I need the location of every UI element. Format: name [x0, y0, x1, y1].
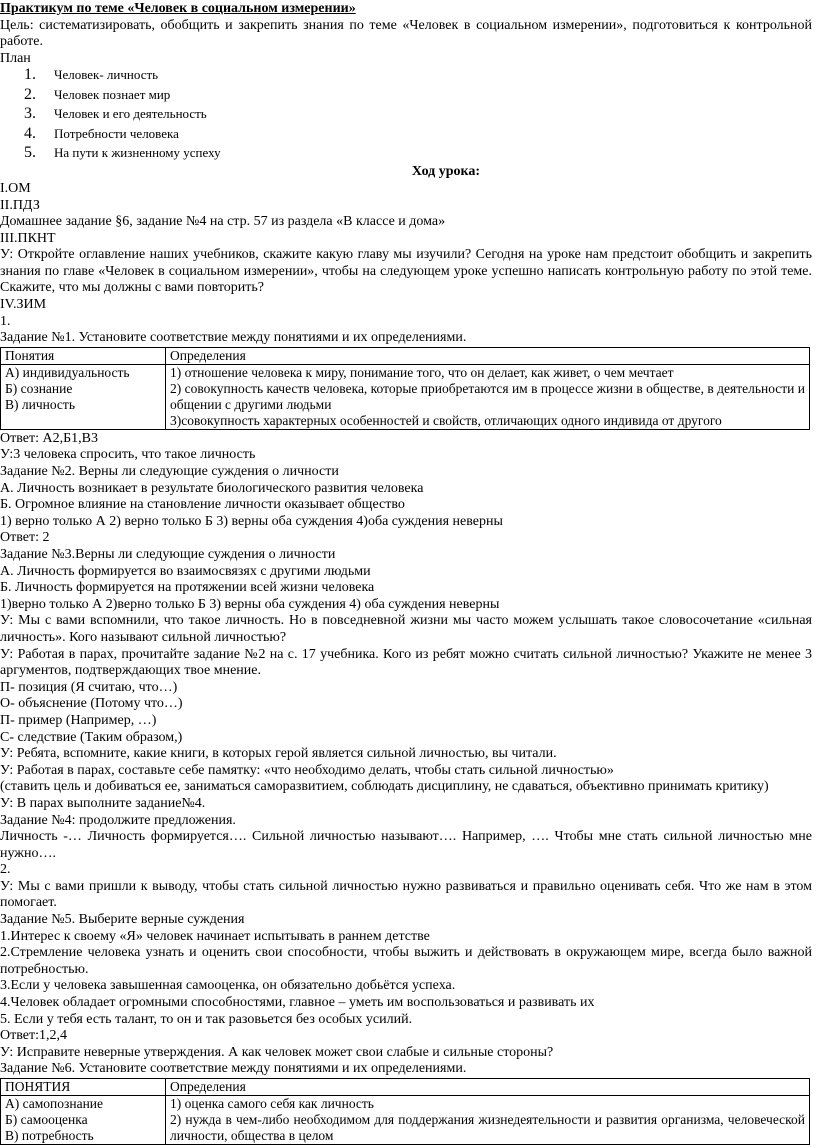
text-line: Б. Огромное влияние на становление личности оказывает общество [0, 497, 405, 513]
plan-item-text: Человек- личность [54, 67, 159, 83]
document-title: Практикум по теме «Человек в социальном измерении» [0, 1, 356, 16]
text-line: П- пример (Например, …) [0, 712, 157, 728]
definition-item: 2) нужда в чем-либо необходимом для поддержания жизнедеятельности и развития организма, человеческой личности, общества в целом [170, 1112, 805, 1144]
plan-item-text: Человек познает мир [54, 86, 171, 102]
text-line: IV.ЗИМ [0, 297, 47, 313]
table-header-cell: ПОНЯТИЯ [1, 1079, 166, 1096]
text-line: Задание №5. Выберите верные суждения [0, 912, 245, 928]
text-line: С- следствие (Таким образом,) [0, 729, 183, 745]
definition-item: 1) отношение человека к миру, понимание того, что он делает, как живет, о чем мечтает [170, 364, 674, 380]
text-line: (ставить цель и добиваться ее, заниматься саморазвитием, соблюдать дисциплину, не сдаваться, объективно принимать критику) [0, 779, 769, 795]
text-line: 3.Если у человека завышенная самооценка, он обязательно добьётся успеха. [0, 978, 456, 994]
lesson-heading: Ход урока: [411, 164, 481, 180]
text-line: 2.Стремление человека узнать и оценить свои способности, чтобы выжить и действовать в окружающем мире, всегда было важной потребностью. [0, 945, 812, 977]
text-line: Ответ: А2,Б1,В3 [0, 430, 98, 446]
text-line: 4.Человек обладает огромными способностями, главное – уметь им воспользоваться и развивать их [0, 995, 595, 1011]
text-line: П- позиция (Я считаю, что…) [0, 679, 178, 695]
lesson-goal: Цель: систематизировать, обобщить и закрепить знания по теме «Человек в социальном измерении», подготовиться к контрольной работе. [0, 17, 812, 50]
plan-item [24, 87, 812, 106]
plan-item-number: 3. [24, 105, 36, 123]
text-line: У: В парах выполните задание№4. [0, 795, 206, 811]
text-line: I.ОМ [0, 180, 31, 196]
table-row [1, 364, 810, 429]
text-line: III.ПКНТ [0, 230, 56, 246]
plan-item-number: 5. [24, 143, 36, 161]
text-line: Домашнее задание §6, задание №4 на стр. 57 из раздела «В классе и дома» [0, 214, 446, 230]
text-line: Задание №6. Установите соответствие между понятиями и их определениями. [0, 1061, 467, 1077]
definition-item: 1) оценка самого себя как личность [170, 1096, 374, 1112]
text-line: У: Мы с вами вспомнили, что такое личность. Но в повседневной жизни мы часто можем услышать такое словосочетание «сильная личность». Кого называют сильной личностью? [0, 613, 812, 645]
text-line: У: Ребята, вспомните, какие книги, в которых герой является сильной личностью, вы читали. [0, 746, 557, 762]
concept-item: Б) сознание [5, 380, 73, 396]
plan-item-number: 4. [24, 124, 36, 142]
plan-item [24, 145, 812, 164]
text-line: Задание №3.Верны ли следующие суждения о личности [0, 547, 336, 563]
concept-item: Б) самооценка [5, 1112, 88, 1128]
text-line: Личность -… Личность формируется…. Сильной личностью называют…. Например, …. Чтобы мне стать сильной личностью мне нужно…. [0, 829, 812, 861]
plan-item-text: Человек и его деятельность [54, 106, 207, 122]
plan-item-number: 2. [24, 85, 36, 103]
text-line: 1. [0, 313, 11, 329]
plan-item [24, 126, 812, 145]
text-line: Задание №2. Верны ли следующие суждения о личности [0, 464, 339, 480]
concepts-cell [1, 1096, 166, 1145]
text-line: У:3 человека спросить, что такое личность [0, 447, 256, 463]
text-line: У: Работая в парах, прочитайте задание №2 на с. 17 учебника. Кого из ребят можно считать сильной личностью? Укажите не менее 3 аргументов, подтверждающих твое мнение. [0, 646, 812, 679]
matching-table-1 [0, 347, 810, 430]
text-line: Б. Личность формируется на протяжении всей жизни человека [0, 580, 375, 596]
definitions-cell [166, 1096, 810, 1145]
text-line: II.ПДЗ [0, 197, 40, 213]
text-line: 1) верно только А 2) верно только Б 3) верны оба суждения 4)оба суждения неверны [0, 513, 503, 529]
plan-heading: План [0, 50, 31, 66]
plan-item [24, 67, 812, 86]
text-line: А. Личность формируется во взаимосвязях с другими людьми [0, 563, 371, 579]
definition-item: 2) совокупность качеств человека, которые приобретаются им в процессе жизни в обществе, в деятельности и общении с другими людьми [170, 380, 806, 412]
text-line: У: Мы с вами пришли к выводу, чтобы стать сильной личностью нужно развиваться и правильно оценивать себя. Что же нам в этом помогает. [0, 878, 812, 911]
table-row [1, 1096, 810, 1145]
text-line: О- объяснение (Потому что…) [0, 696, 183, 712]
table-header-cell: Определения [166, 347, 810, 364]
definitions-cell [166, 364, 810, 429]
definition-item: 3)совокупность характерных особенностей и свойств, отличающих одного индивида от другого [170, 412, 722, 428]
text-line: Ответ: 2 [0, 530, 50, 546]
plan-item-number: 1. [24, 66, 36, 84]
concept-item: В) потребность [5, 1128, 94, 1144]
text-line: Задание №4: продолжите предложения. [0, 812, 236, 828]
concept-item: В) личность [5, 396, 75, 412]
text-line: У: Исправите неверные утверждения. А как человек может свои слабые и сильные стороны? [0, 1044, 554, 1060]
table-header-row [1, 347, 810, 364]
text-line: 2. [0, 862, 11, 878]
lesson-text-part-1 [0, 181, 812, 347]
text-line: У: Работая в парах, составьте себе памятку: «что необходимо делать, чтобы стать сильной личностью» [0, 762, 614, 778]
plan-item-text: Потребности человека [54, 125, 179, 141]
text-line: Ответ:1,2,4 [0, 1028, 67, 1044]
text-line: Задание №1. Установите соответствие между понятиями и их определениями. [0, 330, 467, 346]
text-line: 5. Если у тебя есть талант, то он и так разовьется без особых усилий. [0, 1011, 413, 1027]
table-header-cell: Определения [166, 1079, 810, 1096]
plan-item [24, 106, 812, 125]
table-header-row [1, 1079, 810, 1096]
text-line: У: Откройте оглавление наших учебников, скажите какую главу мы изучили? Сегодня на уроке нам предстоит обобщить и закрепить знания по главе «Человек в социальном измерении», чтобы на следующем уроке успешно написать контрольную работу по этой теме. Скажите, что мы должны с вами повторить? [0, 247, 812, 296]
text-line: А. Личность возникает в результате биологического развития человека [0, 480, 424, 496]
matching-table-2 [0, 1078, 810, 1145]
text-line: 1.Интерес к своему «Я» человек начинает испытывать в раннем детстве [0, 928, 430, 944]
concept-item: А) индивидуальность [5, 364, 130, 380]
concepts-cell [1, 364, 166, 429]
text-line: 1)верно только А 2)верно только Б 3) верны оба суждения 4) оба суждения неверны [0, 596, 500, 612]
lesson-text-part-2 [0, 431, 812, 1078]
plan-list [0, 67, 812, 164]
concept-item: А) самопознание [5, 1096, 104, 1112]
plan-item-text: На пути к жизненному успеху [54, 144, 221, 160]
table-header-cell: Понятия [1, 347, 166, 364]
